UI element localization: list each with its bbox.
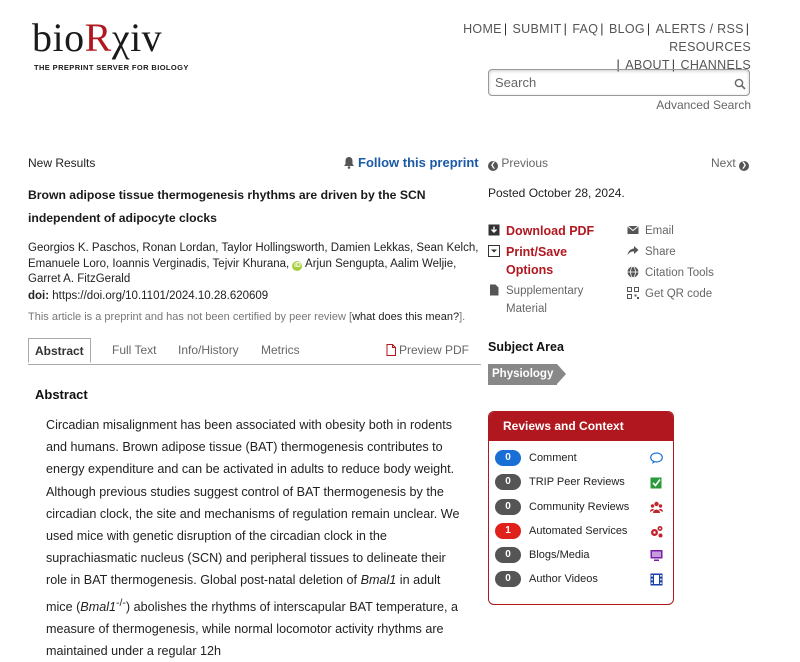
logo-text-part: χiv — [111, 15, 163, 60]
nav-blog[interactable]: BLOG — [608, 22, 645, 36]
nav-home[interactable]: HOME — [463, 22, 502, 36]
nav-faq[interactable]: FAQ — [572, 22, 599, 36]
abstract-text — [46, 414, 466, 662]
notice-text: ]. — [459, 311, 466, 323]
chevron-right-icon: ❯ — [739, 161, 749, 171]
previous-link[interactable] — [488, 156, 548, 171]
top-navigation: HOME | SUBMIT | FAQ | BLOG | ALERTS / RSS | RESOURCES | ABOUT | CHANNELS — [463, 22, 751, 72]
tag-arrow-shape — [557, 364, 566, 384]
nav-alerts-rss[interactable]: ALERTS / RSS — [655, 22, 744, 36]
print-save-label: Print/Save — [506, 245, 568, 259]
review-label: Blogs/Media — [529, 549, 590, 561]
doi-line — [28, 290, 268, 302]
download-pdf-link[interactable] — [488, 222, 594, 240]
article-status: New Results — [28, 156, 96, 170]
previous-label: Previous — [501, 156, 549, 170]
tab-metrics[interactable]: Metrics — [261, 343, 300, 357]
supplementary-material-link[interactable] — [488, 282, 583, 318]
checkbox-icon — [650, 476, 663, 489]
doi-link[interactable]: https://doi.org/10.1101/2024.10.28.620609 — [52, 290, 269, 302]
notice-text: This article is a preprint and has not been certified by peer review [ — [28, 311, 353, 323]
monitor-icon — [650, 549, 663, 562]
file-icon — [488, 284, 500, 296]
nav-about[interactable]: ABOUT — [625, 58, 670, 72]
search-box — [488, 69, 750, 96]
tab-info-history[interactable]: Info/History — [178, 343, 239, 357]
count-badge: 0 — [495, 499, 521, 515]
subject-area-heading: Subject Area — [488, 340, 564, 354]
print-save-label: Options — [506, 263, 554, 277]
qr-code-link[interactable] — [627, 285, 712, 303]
review-row-author-videos[interactable] — [495, 570, 667, 588]
review-label: Author Videos — [529, 573, 598, 585]
count-badge: 0 — [495, 571, 521, 587]
supplementary-label: Supplementary — [506, 285, 584, 297]
share-label: Share — [645, 246, 676, 258]
advanced-search-link[interactable]: Advanced Search — [656, 98, 751, 112]
reviews-and-context-panel — [488, 411, 674, 605]
chevron-left-icon: ❮ — [488, 161, 498, 171]
review-label: Automated Services — [529, 525, 628, 537]
share-link[interactable] — [627, 243, 676, 261]
search-icon[interactable] — [734, 78, 746, 90]
download-icon — [488, 224, 500, 236]
search-input[interactable] — [489, 70, 731, 94]
article-title: Brown adipose tissue thermogenesis rhythms are driven by the SCN independent of adipocyte clocks — [28, 188, 426, 225]
nav-channels[interactable]: CHANNELS — [680, 58, 751, 72]
print-icon — [488, 245, 500, 257]
count-badge: 1 — [495, 523, 521, 539]
tab-abstract[interactable]: Abstract — [28, 338, 91, 363]
globe-icon — [627, 266, 639, 278]
qr-code-label: Get QR code — [645, 288, 713, 300]
qr-code-icon — [627, 287, 639, 299]
tab-full-text[interactable]: Full Text — [112, 343, 157, 357]
review-label: Community Reviews — [529, 501, 630, 513]
comment-bubble-icon — [650, 452, 663, 465]
review-row-trip-peer-reviews[interactable] — [495, 473, 667, 491]
what-does-this-mean-link[interactable]: what does this mean? — [352, 311, 460, 323]
authors-text[interactable]: Georgios K. Paschos, Ronan Lordan, Taylor Hollingsworth, Damien Lekkas, Sean Kelch, Emanuele Loro, Ioannis Verginadis, Tejvir Khurana, — [28, 242, 479, 270]
reviews-heading: Reviews and Context — [489, 412, 673, 441]
genotype-superscript: -/- — [116, 596, 126, 609]
follow-preprint-button[interactable] — [343, 155, 479, 170]
review-row-blogs-media[interactable] — [495, 546, 667, 564]
logo-text-part: R — [84, 15, 112, 60]
supplementary-label: Material — [506, 303, 547, 315]
download-pdf-label: Download PDF — [506, 224, 595, 238]
citation-tools-link[interactable] — [627, 264, 714, 282]
abstract-part: in adult mice ( — [46, 573, 441, 614]
nav-resources[interactable]: RESOURCES — [669, 40, 751, 54]
bell-icon — [343, 156, 355, 169]
site-logo[interactable] — [32, 14, 162, 62]
follow-label: Follow this preprint — [358, 155, 479, 170]
authors-text[interactable]: Arjun Sengupta, Aalim Weljie, Garret A. FitzGerald — [28, 257, 457, 285]
nav-submit[interactable]: SUBMIT — [512, 22, 562, 36]
preprint-notice — [28, 311, 465, 323]
review-label: Comment — [529, 452, 577, 464]
review-row-automated-services[interactable] — [495, 522, 667, 540]
article-tabs — [28, 338, 481, 365]
abstract-part: Circadian misalignment has been associated with obesity both in rodents and humans. Brown adipose tissue (BAT) thermogenesis contributes to energy expenditure and can be activated in adults to reduce body weight. Although previous studies suggest control of BAT thermogenesis by the circadian clock, the site and mechanisms of regulation remain unclear. We used mice with genetic disruption of the circadian clock in the suprachiasmatic nucleus (SCN) and peripheral tissues to delineate their role in BAT thermogenesis. Global post-natal deletion of — [46, 418, 460, 588]
abstract-part: ) abolishes the rhythms of interscapular BAT temperature, a measure of thermogenesis, while normal locomotor activity rhythms are maintained under a regular 12h — [46, 599, 458, 659]
logo-tagline: THE PREPRINT SERVER FOR BIOLOGY — [34, 63, 189, 72]
email-link[interactable] — [627, 222, 674, 240]
doi-label: doi: — [28, 290, 50, 302]
subject-label: Physiology — [488, 364, 557, 385]
gears-icon — [650, 525, 663, 538]
preview-pdf-label: Preview PDF — [398, 343, 469, 357]
gene-name: Bmal1 — [80, 599, 116, 614]
users-icon — [650, 501, 663, 514]
author-list — [28, 241, 483, 288]
email-label: Email — [645, 225, 674, 237]
share-icon — [627, 245, 639, 257]
logo-text-part: bio — [32, 15, 85, 60]
count-badge: 0 — [495, 450, 521, 466]
citation-tools-label: Citation Tools — [645, 267, 714, 279]
orcid-icon[interactable]: iD — [293, 261, 301, 269]
count-badge: 0 — [495, 474, 521, 490]
next-link[interactable] — [711, 156, 749, 171]
print-save-options-link[interactable] — [488, 243, 567, 279]
pdf-file-icon — [386, 344, 396, 356]
count-badge: 0 — [495, 547, 521, 563]
posted-date: Posted October 28, 2024. — [488, 186, 625, 200]
subject-tag-physiology[interactable] — [488, 364, 566, 385]
film-icon — [650, 573, 663, 586]
review-label: TRIP Peer Reviews — [529, 476, 625, 488]
abstract-heading: Abstract — [35, 387, 88, 402]
gene-name: Bmal1 — [360, 573, 397, 588]
next-label: Next — [711, 156, 736, 170]
review-row-comment[interactable] — [495, 449, 667, 467]
review-row-community-reviews[interactable] — [495, 498, 667, 516]
envelope-icon — [627, 224, 639, 236]
preview-pdf-button[interactable] — [386, 338, 469, 362]
